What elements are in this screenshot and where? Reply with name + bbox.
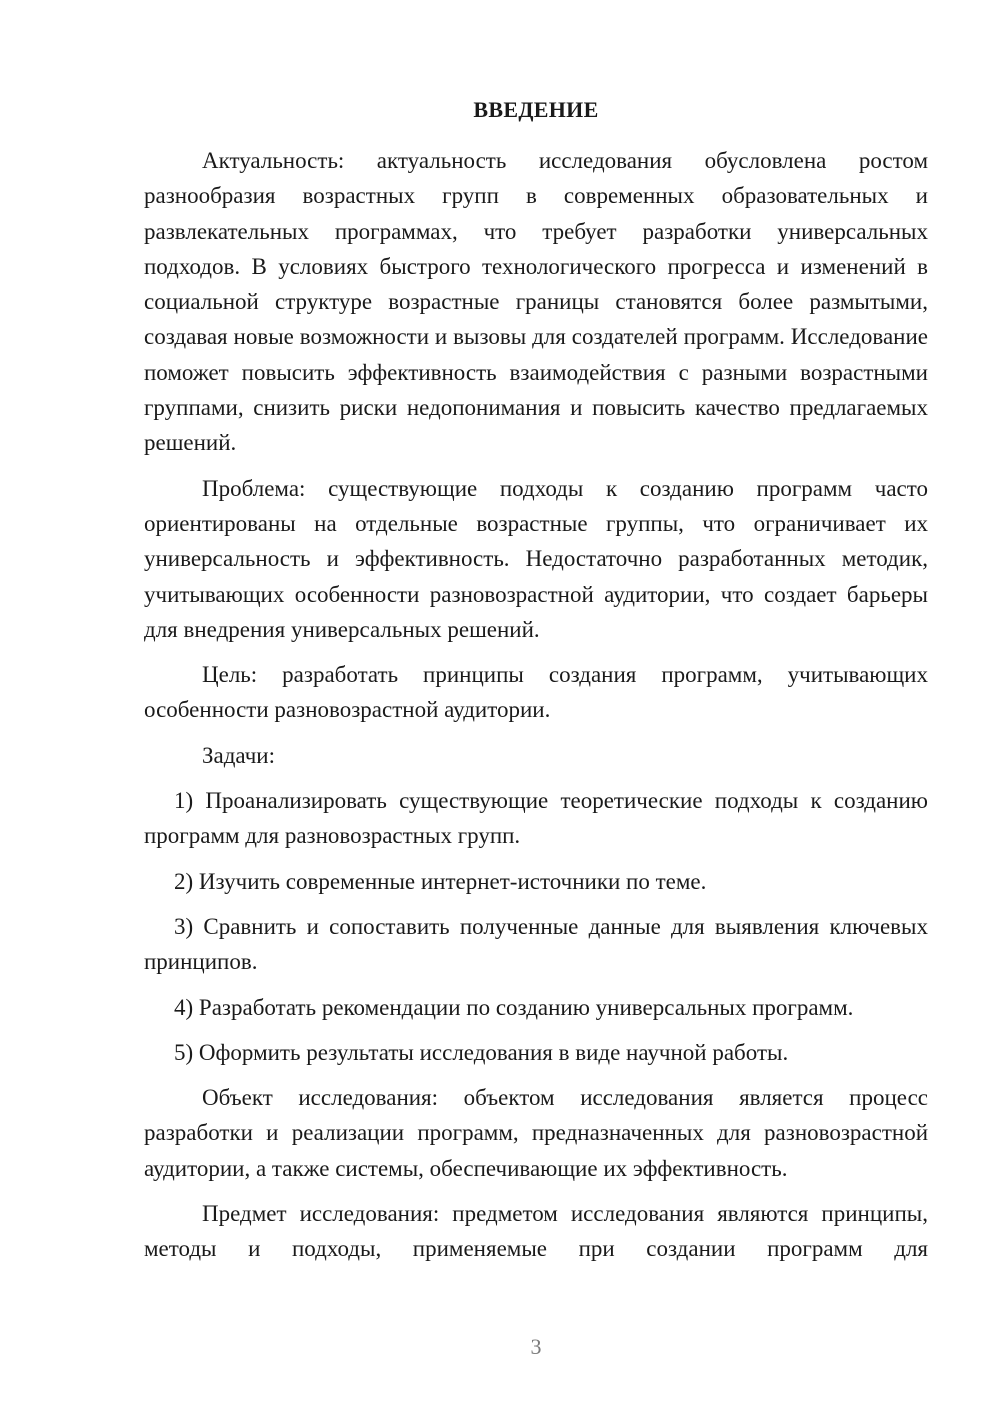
task-item-3: 3) Сравнить и сопоставить полученные данные для выявления ключевых принципов. bbox=[144, 913, 928, 975]
paragraph-tasks-label: Задачи: bbox=[202, 742, 275, 768]
task-item-4: 4) Разработать рекомендации по созданию универсальных программ. bbox=[174, 994, 854, 1020]
task-item-5: 5) Оформить результаты исследования в виде научной работы. bbox=[174, 1039, 789, 1065]
task-item-1: 1) Проанализировать существующие теоретические подходы к созданию программ для разновозрастных групп. bbox=[144, 788, 928, 849]
paragraph-subject: Предмет исследования: предметом исследования являются принципы, методы и подходы, применяемые при создании программ для bbox=[144, 1201, 928, 1262]
page-content bbox=[144, 92, 928, 1277]
paragraph-problem: Проблема: существующие подходы к созданию программ часто ориентированы на отдельные возрастные группы, что ограничивает их универсальность и эффективность. Недостаточно разработанных методик, учитывающих особенности разновозрастной аудитории, что создает барьеры для внедрения универсальных решений. bbox=[144, 475, 928, 642]
task-item-2: 2) Изучить современные интернет-источники по теме. bbox=[174, 868, 707, 894]
paragraph-object: Объект исследования: объектом исследования является процесс разработки и реализации программ, предназначенных для разновозрастной аудитории, а также системы, обеспечивающие их эффективность. bbox=[144, 1085, 928, 1181]
page-number: 3 bbox=[530, 1334, 542, 1359]
paragraph-relevance: Актуальность: актуальность исследования обусловлена ростом разнообразия возрастных групп в современных образовательных и развлекательных программах, что требует разработки универсальных подходов. В условиях быстрого технологического прогресса и изменений в социальной структуре возрастные границы становятся более размытыми, создавая новые возможности и вызовы для создателей программ. Исследование поможет повысить эффективность взаимодействия с разными возрастными группами, снизить риски недопонимания и повысить качество предлагаемых решений. bbox=[144, 148, 928, 456]
section-heading: ВВЕДЕНИЕ bbox=[473, 97, 599, 122]
paragraph-goal: Цель: разработать принципы создания программ, учитывающих особенности разновозрастной аудитории. bbox=[144, 662, 928, 723]
